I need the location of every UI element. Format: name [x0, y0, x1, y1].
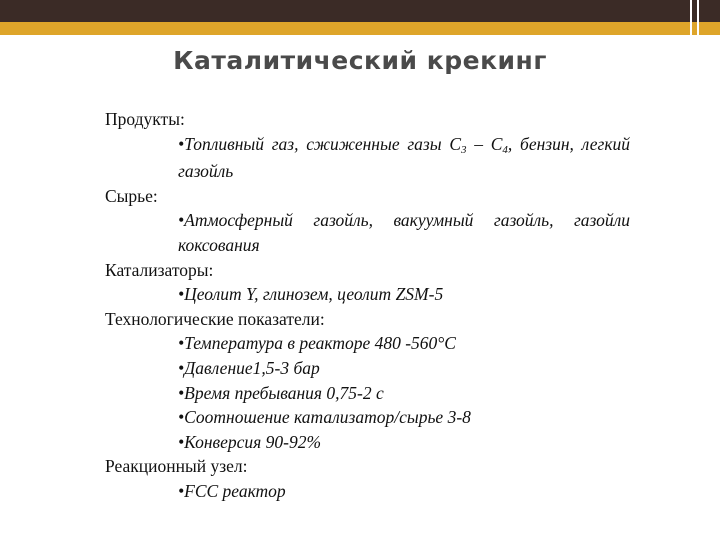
section-heading-parameters: Технологические показатели: — [105, 308, 325, 329]
header-bar-dark — [0, 0, 720, 22]
section-heading-feedstock: Сырье: — [105, 185, 158, 206]
section-heading-products: Продукты: — [105, 109, 185, 129]
header-bar-gold — [0, 22, 720, 35]
list-item-conversion: •Конверсия 90-92% — [178, 431, 322, 452]
list-item-reactor: •FCC реактор — [178, 480, 286, 501]
list-item-products: •Топливный газ, сжиженные газы С3 – С4, бензин, легкий газойль — [178, 133, 631, 182]
list-item-feedstock: •Атмосферный газойль, вакуумный газойль, газойли коксования — [178, 210, 630, 255]
header-stripe — [697, 0, 699, 35]
list-item-catalyst-ratio: •Соотношение катализатор/сырье 3-8 — [178, 407, 471, 428]
section-heading-reactor-unit: Реакционный узел: — [105, 456, 248, 477]
slide-content — [105, 107, 630, 504]
list-item-pressure: •Давление1,5-3 бар — [178, 357, 320, 378]
section-heading-catalysts: Катализаторы: — [105, 259, 214, 280]
list-item-residence-time: •Время пребывания 0,75-2 с — [178, 382, 384, 403]
list-item-temperature: •Температура в реакторе 480 -560°С — [178, 333, 456, 354]
header-stripe — [690, 0, 692, 35]
slide-title: Каталитический крекинг — [173, 46, 547, 75]
list-item-catalysts: •Цеолит Y, глинозем, цеолит ZSM-5 — [178, 284, 444, 305]
